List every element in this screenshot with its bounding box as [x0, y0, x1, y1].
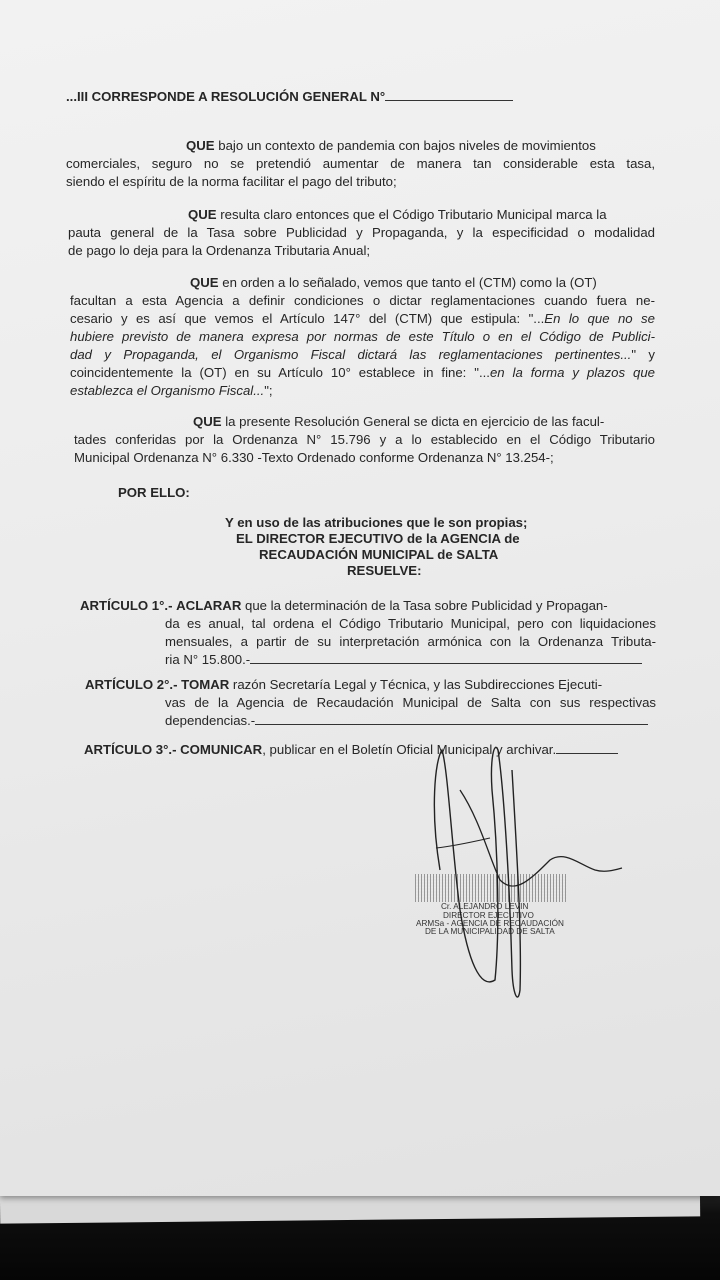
paragraph-2-line-3: de pago lo deja para la Ordenanza Tributaria Anual; — [68, 243, 371, 258]
keyword-que: QUE — [186, 138, 215, 153]
paragraph-3-line-6: coincidentemente la (OT) en su Artículo 10° establece in fine: "...en la forma y plazos que — [70, 365, 656, 380]
article-1-line-3: mensuales, a partir de su interpretación armónica con la Ordenanza Tributa- — [165, 634, 656, 649]
document-header — [66, 88, 513, 105]
paragraph-1-line-2: comerciales, seguro no se pretendió aumentar de manera tan considerable esta tasa, — [66, 156, 655, 171]
keyword-que: QUE — [190, 275, 219, 290]
paragraph-3-line-3: cesario y es así que vemos el Artículo 147° del (CTM) que estipula: "...En lo que no se — [70, 311, 655, 326]
article-2-label: ARTÍCULO 2°.- — [85, 677, 178, 692]
paragraph-3-line-1: QUE en orden a lo señalado, vemos que tanto el (CTM) como la (OT) — [190, 275, 597, 290]
paragraph-1-line-1: QUE bajo un contexto de pandemia con bajos niveles de movimientos — [186, 138, 596, 153]
paragraph-4-line-2: tades conferidas por la Ordenanza N° 15.796 y a lo establecido en el Código Tributario — [74, 432, 655, 447]
header-text: ...III CORRESPONDE A RESOLUCIÓN GENERAL N° — [66, 89, 386, 104]
por-ello-label: POR ELLO: — [118, 485, 190, 500]
paragraph-3-line-5: dad y Propaganda, el Organismo Fiscal dictará las reglamentaciones pertinentes..." y — [70, 347, 655, 362]
paragraph-3-line-4: hubiere previsto de manera expresa por normas de este Título o en el Código de Publici- — [70, 329, 655, 344]
article-2-line-2: vas de la Agencia de Recaudación Municipal de Salta con sus respectivas — [165, 695, 656, 710]
paragraph-2-line-1: QUE resulta claro entonces que el Código Tributario Municipal marca la — [188, 207, 607, 222]
paragraph-3-line-7: establezca el Organismo Fiscal..."; — [70, 383, 273, 398]
stamp-title: DIRECTOR EJECUTIVO — [443, 911, 534, 920]
stamp-name: Cr. ALEJANDRO LEVIN — [441, 902, 529, 911]
preamble-line-3: RECAUDACIÓN MUNICIPAL de SALTA — [259, 547, 499, 562]
article-1-line-1: ARTÍCULO 1°.- ACLARAR que la determinación de la Tasa sobre Publicidad y Propagan- — [80, 598, 608, 613]
paragraph-4-line-3: Municipal Ordenanza N° 6.330 -Texto Ordenado conforme Ordenanza N° 13.254-; — [74, 450, 554, 465]
preamble-line-1: Y en uso de las atribuciones que le son propias; — [225, 515, 528, 530]
article-3-label: ARTÍCULO 3°.- — [84, 742, 177, 757]
preamble-line-2: EL DIRECTOR EJECUTIVO de la AGENCIA de — [236, 531, 520, 546]
paragraph-2-line-2: pauta general de la Tasa sobre Publicidad y Propaganda, y la especificidad o modalidad — [68, 225, 655, 240]
article-1-line-2: da es anual, tal ordena el Código Tributario Municipal, pero con liquidaciones — [165, 616, 656, 631]
article-3-line-1: ARTÍCULO 3°.- COMUNICAR, publicar en el Boletín Oficial Municipal y archivar. — [84, 741, 618, 758]
paragraph-4-line-1: QUE la presente Resolución General se dicta en ejercicio de las facul- — [193, 414, 605, 429]
article-1-line-4: ria N° 15.800.- — [165, 651, 642, 668]
stamp-org: DE LA MUNICIPALIDAD DE SALTA — [425, 927, 555, 936]
keyword-que: QUE — [188, 207, 217, 222]
stamp-agency: ARMSa - AGENCIA DE RECAUDACIÓN — [416, 919, 564, 928]
paragraph-3-line-2: facultan a esta Agencia a definir condiciones o dictar reglamentaciones cuando fuera ne- — [70, 293, 655, 308]
handwritten-signature — [400, 730, 630, 1010]
article-1-label: ARTÍCULO 1°.- — [80, 598, 173, 613]
article-2-line-3: dependencias.- — [165, 712, 648, 729]
keyword-que: QUE — [193, 414, 222, 429]
paragraph-1-line-3: siendo el espíritu de la norma facilitar el pago del tributo; — [66, 174, 397, 189]
article-2-line-1: ARTÍCULO 2°.- TOMAR razón Secretaría Legal y Técnica, y las Subdirecciones Ejecuti- — [85, 677, 603, 692]
resolution-number-blank — [385, 88, 513, 101]
resuelve-label: RESUELVE: — [347, 563, 422, 578]
